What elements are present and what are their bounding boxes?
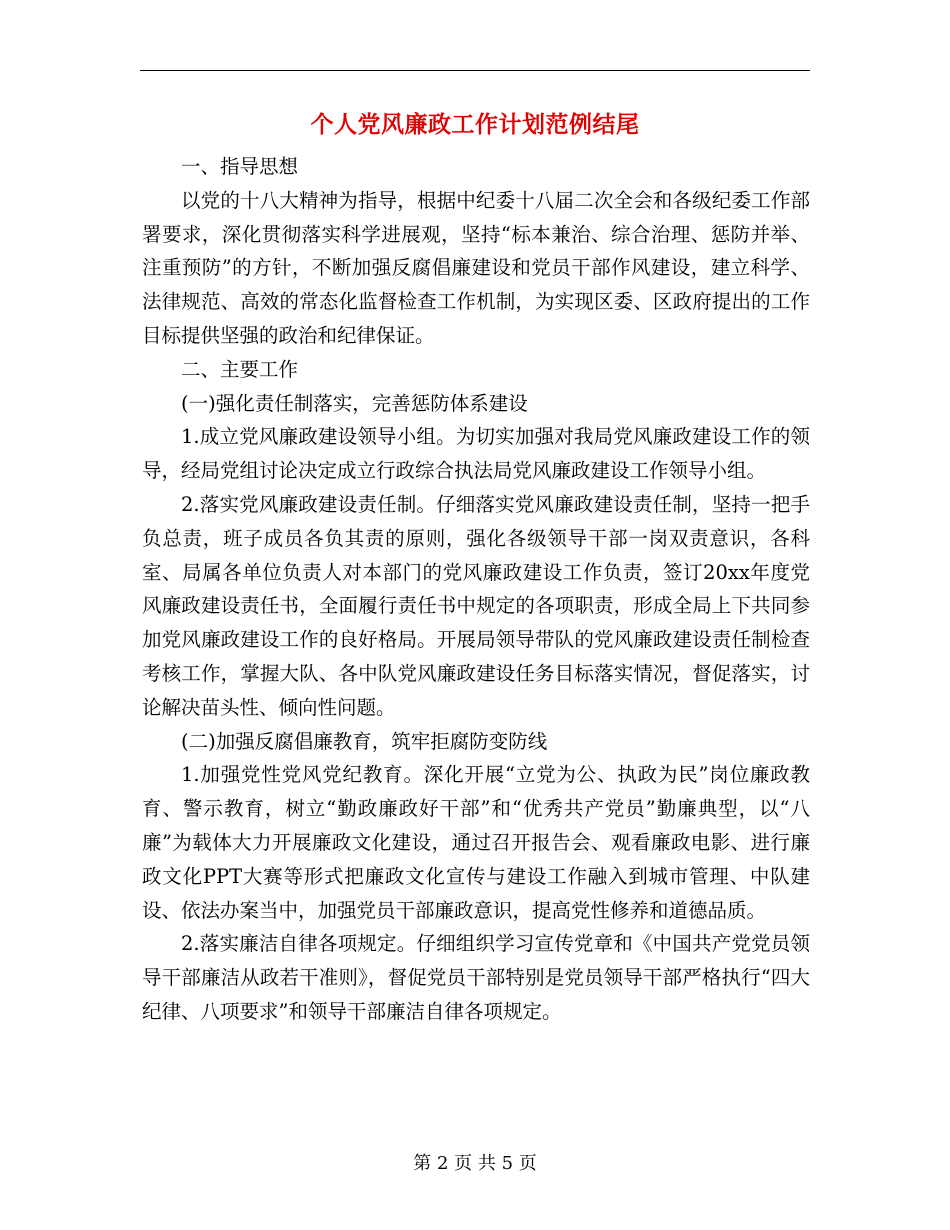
subsection-heading-1: (一)强化责任制落实，完善惩防体系建设 [181, 391, 528, 415]
paragraph-item-2-2: 2.落实廉洁自律各项规定。仔细组织学习宣传党章和《中国共产党党员领导干部廉洁从政若干准则》，督促党员干部特别是党员领导干部严格执行“四大纪律、八项要求”和领导干部廉洁自律各项规定。 [142, 932, 810, 1023]
section-heading-main-work: 二、主要工作 [181, 357, 299, 381]
page-number-footer: 第 2 页 共 5 页 [413, 1153, 537, 1174]
paragraph-guiding-ideology: 以党的十八大精神为指导，根据中纪委十八届二次全会和各级纪委工作部署要求，深化贯彻落实科学进展观，坚持“标本兼治、综合治理、惩防并举、注重预防”的方针，不断加强反腐倡廉建设和党员干部作风建设，建立科学、法律规范、高效的常态化监督检查工作机制，为实现区委、区政府提出的工作目标提供坚强的政治和纪律保证。 [142, 188, 810, 347]
document-body [142, 150, 810, 1029]
paragraph-item-1-1: 1.成立党风廉政建设领导小组。为切实加强对我局党风廉政建设工作的领导，经局党组讨论决定成立行政综合执法局党风廉政建设工作领导小组。 [142, 425, 810, 483]
header-rule [140, 70, 810, 71]
section-heading-guiding-ideology: 一、指导思想 [181, 155, 299, 178]
subsection-heading-2: (二)加强反腐倡廉教育，筑牢拒腐防变防线 [181, 729, 548, 753]
paragraph-item-2-1: 1.加强党性党风党纪教育。深化开展“立党为公、执政为民”岗位廉政教育、警示教育，树立“勤政廉政好干部”和“优秀共产党员”勤廉典型，以“八廉”为载体大力开展廉政文化建设，通过召开报告会、观看廉政电影、进行廉政文化PPT大赛等形式把廉政文化宣传与建设工作融入到城市管理、中队建设、依法办案当中，加强党员干部廉政意识，提高党性修养和道德品质。 [142, 763, 810, 922]
paragraph-item-1-2: 2.落实党风廉政建设责任制。仔细落实党风廉政建设责任制，坚持一把手负总责，班子成员各负其责的原则，强化各级领导干部一岗双责意识，各科室、局属各单位负责人对本部门的党风廉政建设工作负责，签订20xx年度党风廉政建设责任书，全面履行责任书中规定的各项职责，形成全局上下共同参加党风廉政建设工作的良好格局。开展局领导带队的党风廉政建设责任制检查考核工作，掌握大队、各中队党风廉政建设任务目标落实情况，督促落实，讨论解决苗头性、倾向性问题。 [142, 492, 810, 719]
document-title: 个人党风廉政工作计划范例结尾 [310, 111, 640, 138]
